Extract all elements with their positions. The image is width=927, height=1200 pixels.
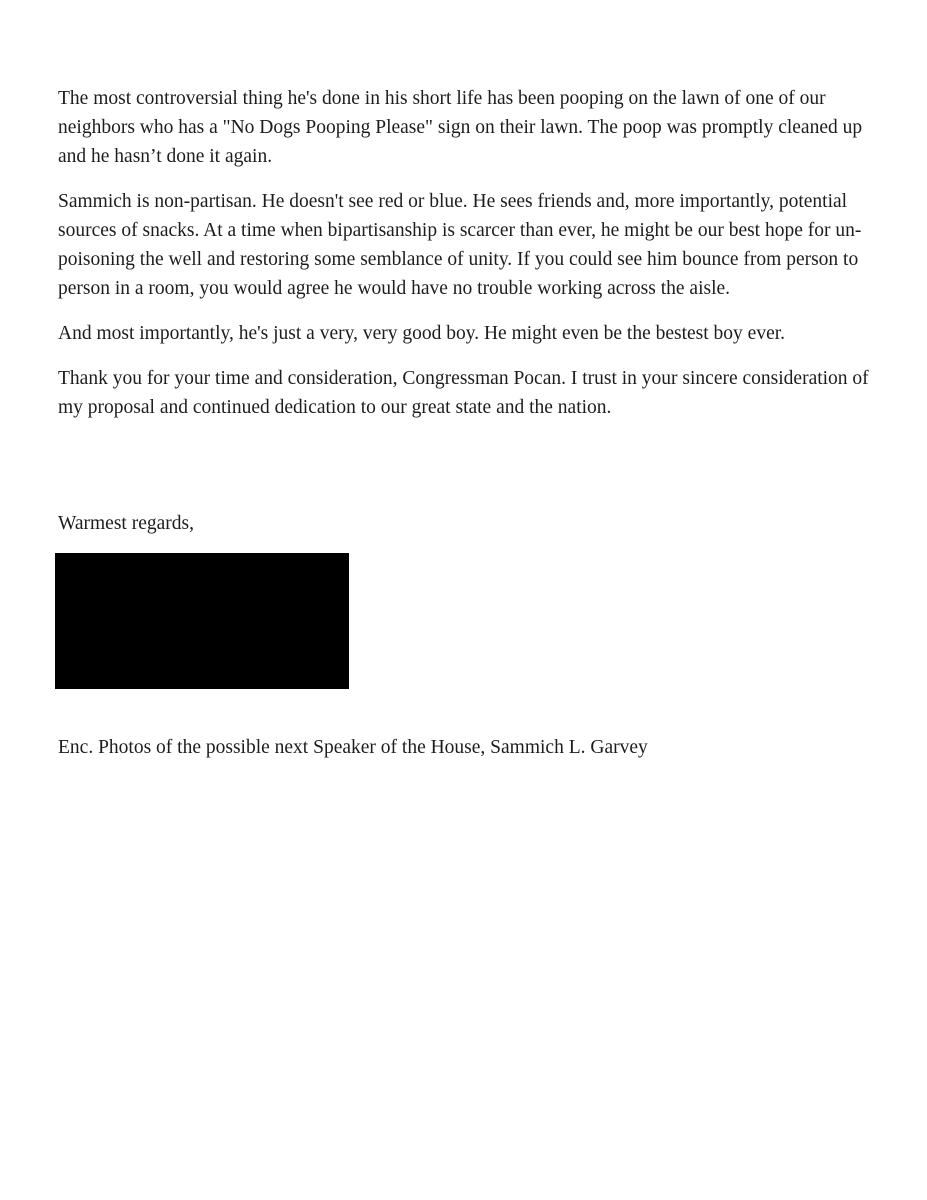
- paragraph-thank-you: Thank you for your time and consideration, Congressman Pocan. I trust in your sincere consideration of my proposal and continued dedication to our great state and the nation.: [58, 368, 869, 418]
- letter-body: [58, 84, 888, 438]
- redacted-signature: [55, 553, 349, 689]
- paragraph-good-boy: And most importantly, he's just a very, very good boy. He might even be the bestest boy ever.: [58, 323, 786, 344]
- enclosure-note: Enc. Photos of the possible next Speaker of the House, Sammich L. Garvey: [58, 737, 648, 758]
- closing-salutation: Warmest regards,: [58, 513, 194, 534]
- paragraph-non-partisan: Sammich is non-partisan. He doesn't see red or blue. He sees friends and, more importantly, potential sources of snacks. At a time when bipartisanship is scarcer than ever, he might be our best hope for un-poisoning the well and restoring some semblance of unity. If you could see him bounce from person to person in a room, you would agree he would have no trouble working across the aisle.: [58, 191, 862, 299]
- paragraph-lawn-incident: The most controversial thing he's done in his short life has been pooping on the lawn of one of our neighbors who has a "No Dogs Pooping Please" sign on their lawn. The poop was promptly cleaned up and he hasn’t done it again.: [58, 88, 863, 167]
